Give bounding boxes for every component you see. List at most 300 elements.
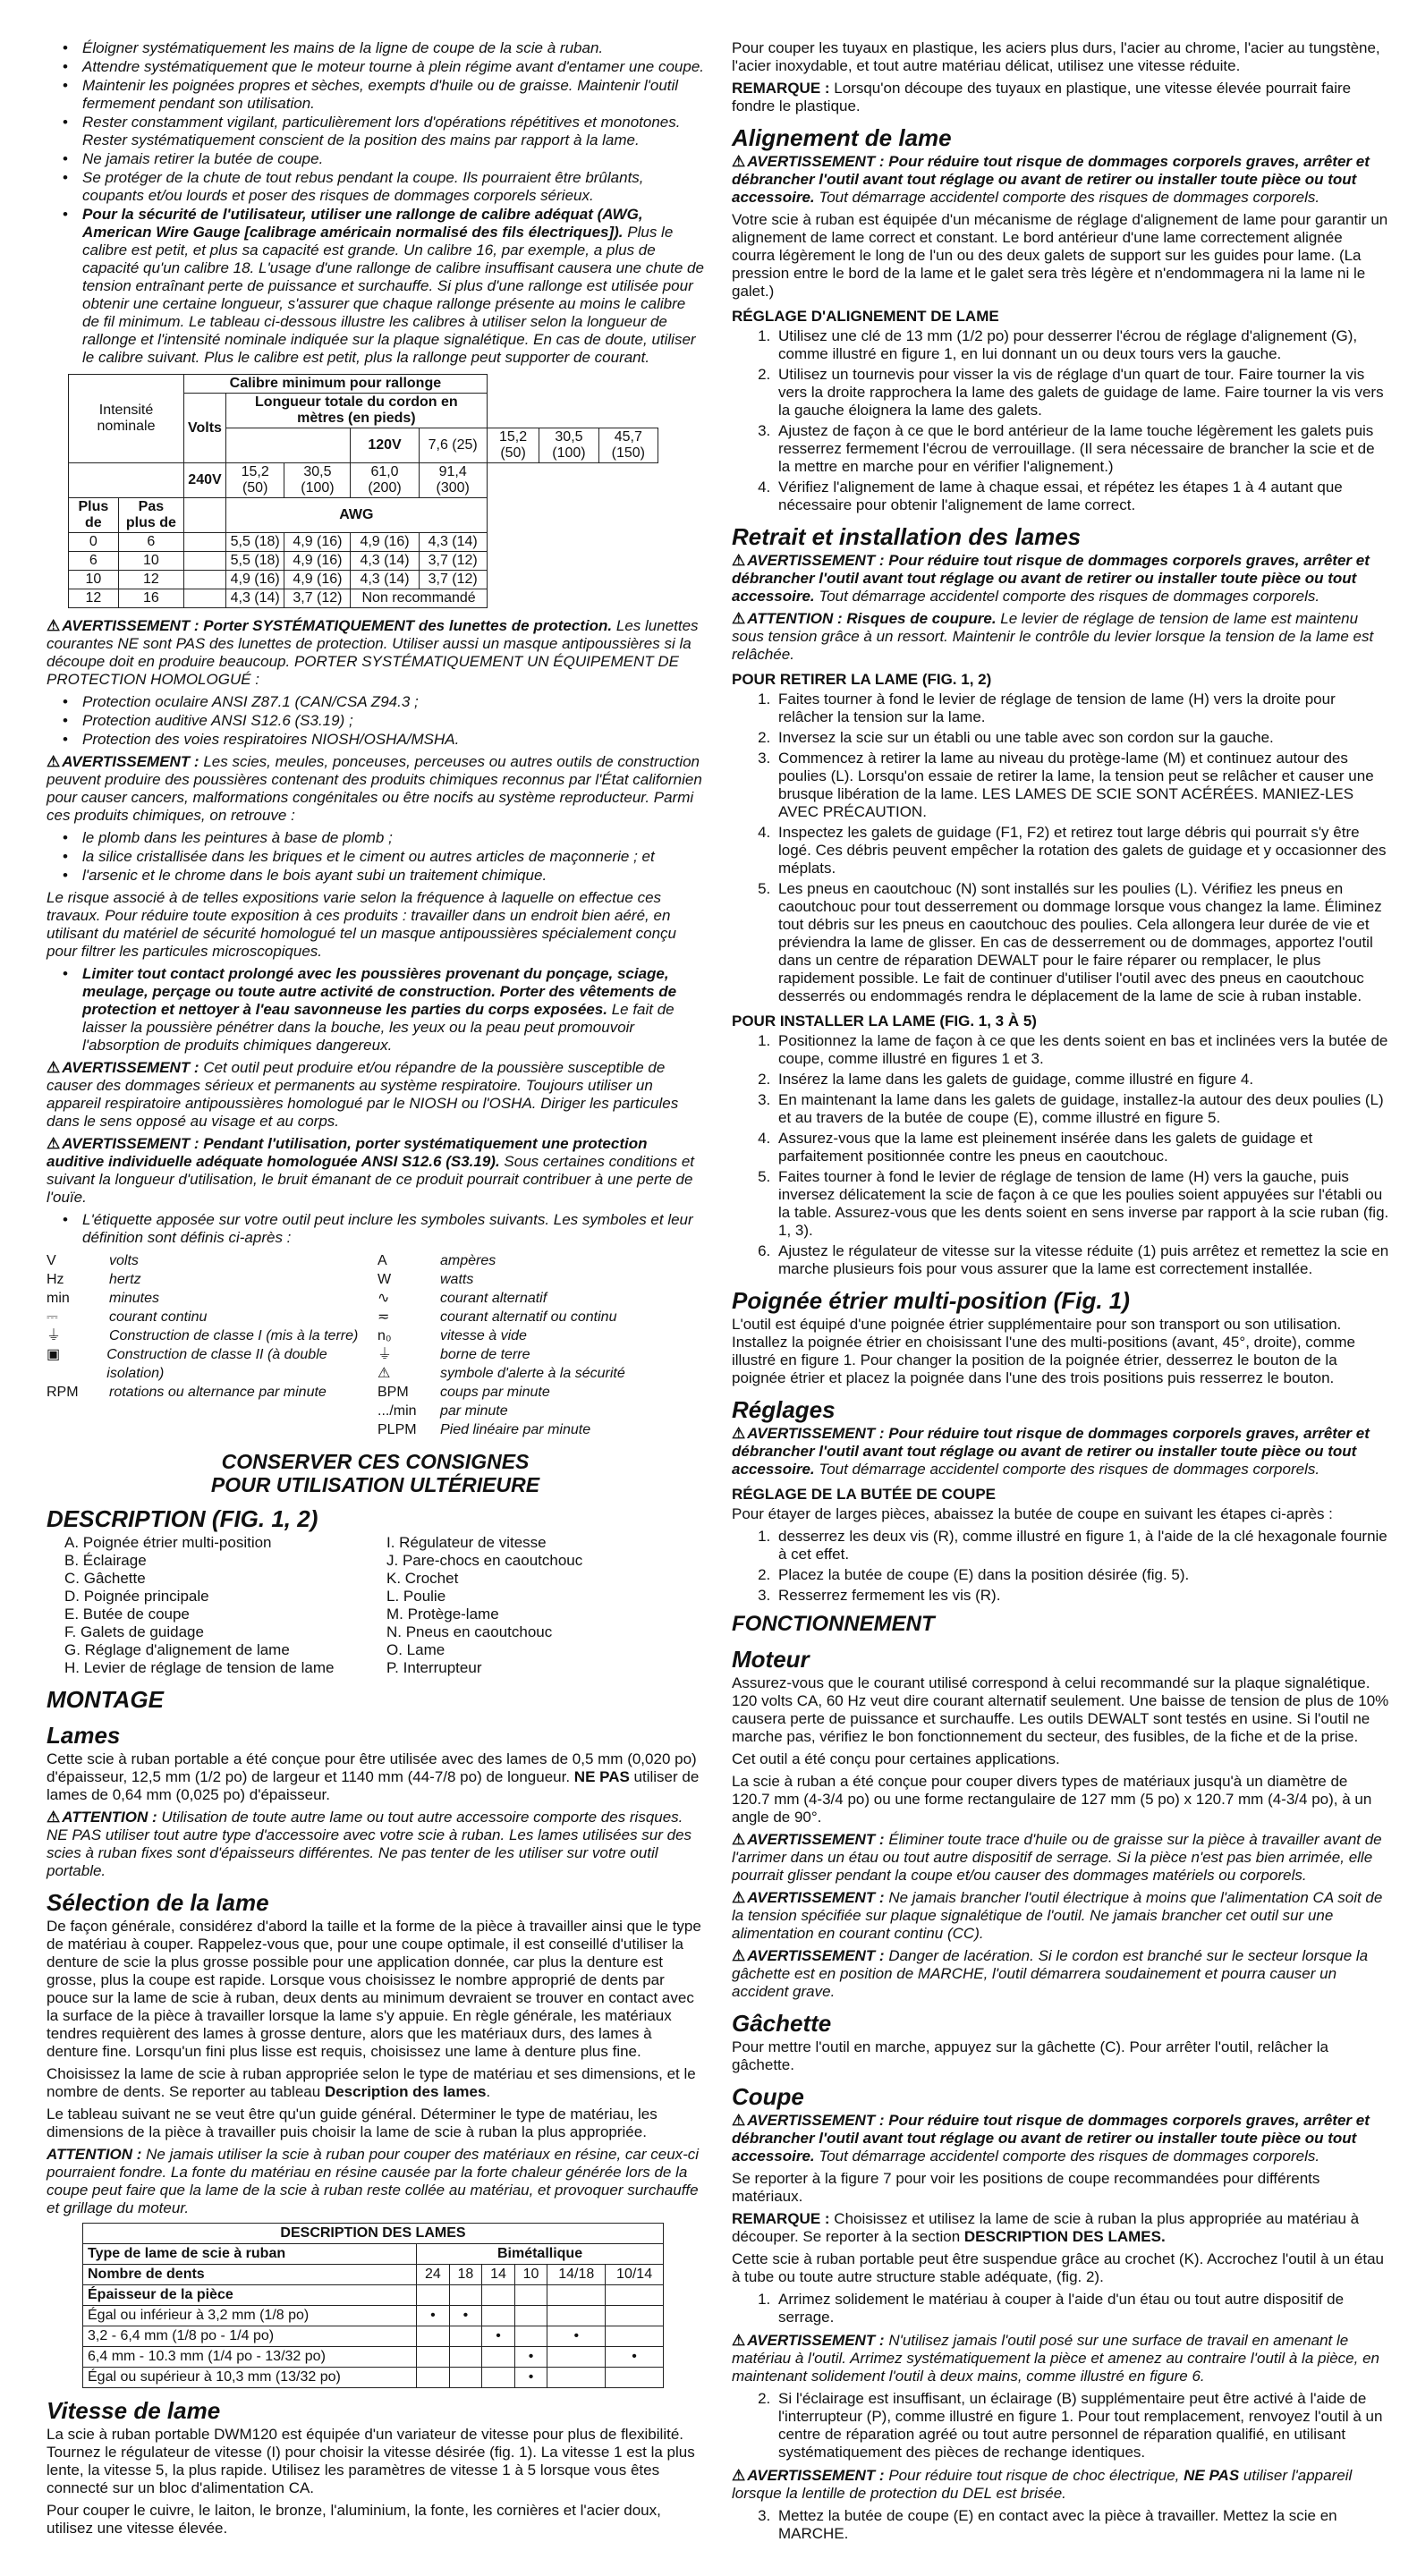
table-cell: •: [547, 2326, 606, 2347]
label-intro-list: [47, 1211, 704, 1247]
list-item: 5. Faites tourner à fond le levier de réglage de tension de lame (H) vers la gauche, puis inversez délicatement la scie de façon à ce que les poulies soient appuyées sur l'établi ou la table. Assurez-vous que les dents soient en sens inverse par rapport à la scie ruban (fig. 1, 3).: [775, 1168, 1389, 1240]
motor-text-2: Cet outil a été conçu pour certaines applications.: [732, 1750, 1060, 1767]
list-item: 3. Resserrez fermement les vis (R).: [775, 1587, 1389, 1605]
symbol-value: Construction de classe II (à double isolation): [106, 1347, 327, 1381]
table-row: [83, 2347, 664, 2368]
list-item: 1. Positionnez la lame de façon à ce que les dents soient en bas et inclinées vers la butée de coupe, comme illustré en figures 1 et 3.: [775, 1032, 1389, 1068]
motor-text: Assurez-vous que le courant utilisé correspond à celui recommandé sur la plaque signalétique. 120 volts CA, 60 Hz veut dire courant alternatif seulement. Une baisse de tension de plus de 10% causera perte de puissance et surchauffe. Les outils DEWALT sont testés en usine. Si l'outil ne marche pas, vérifiez le bon fonctionnement du secteur, des fusibles, de la fiche et de la prise.: [732, 1674, 1389, 1745]
symbol-value: rotations ou alternance par minute: [109, 1385, 327, 1400]
alternating-current-icon: ∿: [378, 1291, 390, 1306]
handle-text: L'outil est équipé d'une poignée étrier supplémentaire pour son transport ou son utilisation. Installez la poignée étrier en choisissant l'une des multi-positions (avant, 45°, droite), comme illustré en figure 1. Pour changer la position de la poignée étrier, desserrez le bouton de la poignée étrier et placez la poignée dans l'une des trois positions puis resserrez le bouton.: [732, 1316, 1355, 1386]
table-row: [69, 533, 658, 552]
symbols-right-column: [378, 1251, 700, 1439]
extension-cord-table: [68, 374, 658, 608]
motor-title: Moteur: [732, 1646, 810, 1673]
table-cell: 5,5 (18): [225, 552, 284, 571]
caution-bold: ATTENTION :: [47, 2146, 142, 2163]
table-header: Nombre de dents: [83, 2265, 417, 2285]
table-cell: [514, 2326, 547, 2347]
symbol-row: [378, 1326, 700, 1345]
blade-table-title: DESCRIPTION DES LAMES: [83, 2224, 664, 2244]
table-cell: [547, 2368, 606, 2388]
symbol-value: Pied linéaire par minute: [440, 1422, 591, 1437]
warning-adjust-4: [732, 2112, 1389, 2165]
table-cell: 7,6 (25): [419, 428, 487, 463]
table-cell: 3,7 (12): [284, 589, 351, 608]
table-cell: 45,7 (150): [598, 428, 658, 463]
warning-text: Ne jamais brancher l'outil électrique à moins que l'alimentation CA soit de la tension spécifiée sur plaque signalétique de l'outil. Ne jamais brancher cet outil sur une alimentation en courant continu (CC).: [732, 1889, 1383, 1942]
list-item: • Protection oculaire ANSI Z87.1 (CAN/CSA Z94.3 ;: [82, 693, 704, 711]
list-item: 5. Les pneus en caoutchouc (N) sont installés sur les poulies (L). Vérifiez les pneus en caoutchouc pour tout desserrement ou dommage lorsque vous changez la lame. Éliminez tout débris sur les pneus en caoutchouc des poulies. Cela allongera leur durée de vie et préviendra la lame de glisser. En cas de desserrement ou de dommages, apportez l'outil dans un centre de réparation DEWALT pour le faire réparer ou remplacer, le plus rapidement possible. Le fait de continuer d'utiliser l'outil avec des pneus en caoutchouc desserrés ou endommagés rendra le déplacement de la lame de scie à ruban instable.: [775, 880, 1389, 1005]
symbol-legend: [47, 1251, 704, 1439]
table-row: [83, 2368, 664, 2388]
length-header: Longueur totale du cordon en mètres (en pieds): [225, 394, 487, 428]
list-item: • L'étiquette apposée sur votre outil peut inclure les symboles suivants. Les symboles et leur définition sont définis ci-après :: [82, 1211, 704, 1247]
list-item: 3. Commencez à retirer la lame au niveau du protège-lame (M) et continuez autour des poulies (L). Lorsqu'on essaie de retirer la lame, la tension peut se relâcher et causer une brusque libération de la lame. LES LAMES DE SCIE SONT ACÉRÉES. MANIEZ-LES AVEC PRÉCAUTION.: [775, 750, 1389, 821]
warning-hearing: [47, 1135, 704, 1207]
list-item: 4. Vérifiez l'alignement de lame à chaque essai, et répétez les étapes 1 à 4 autant que nécessaire pour obtenir l'alignement de lame correct.: [775, 479, 1389, 514]
list-item: • Se protéger de la chute de tout rebus pendant la coupe. Ils pourraient être brûlants, coupants et/ou lourds et poser des risques de dommages corporels sérieux.: [82, 169, 704, 205]
warning-text: Tout démarrage accidentel comporte des risques de dommages corporels.: [814, 588, 1320, 605]
table-cell: •: [514, 2368, 547, 2388]
warning-dust: [47, 1059, 704, 1131]
table-cell: 3,7 (12): [419, 552, 487, 571]
warning-icon: ⚠: [47, 753, 61, 770]
warning-laceration: [732, 1947, 1389, 2001]
extension-cord-bold: Pour la sécurité de l'utilisateur, utiliser une rallonge de calibre adéquat (AWG, American Wire Gauge [calibrage américain normalisé des fils électriques]).: [82, 206, 643, 241]
table-row: [69, 498, 658, 533]
symbol-row: [378, 1364, 700, 1383]
symbol-value: borne de terre: [440, 1347, 530, 1362]
list-item: E. Butée de coupe: [64, 1606, 190, 1623]
warning-icon: ⚠: [47, 1135, 61, 1152]
protection-list: [47, 693, 704, 749]
symbol-value: minutes: [109, 1291, 160, 1306]
warning-text: Tout démarrage accidentel comporte des risques de dommages corporels.: [814, 189, 1320, 206]
intro-text: Pour couper les tuyaux en plastique, les aciers plus durs, l'acier au chrome, l'acier au tungstène, l'acier inoxydable, et tout autre matériau délicat, utilisez une vitesse réduite.: [732, 39, 1380, 74]
list-item: N. Pneus en caoutchouc: [386, 1623, 553, 1640]
table-cell: 6: [118, 533, 183, 552]
list-item: 1. Arrimez solidement le matériau à couper à l'aide d'un étau ou tout autre dispositif de serrage.: [775, 2291, 1389, 2326]
warning-icon: ⚠: [732, 1425, 746, 1442]
warning-text: Pour réduire tout risque de choc électrique,: [884, 2467, 1184, 2484]
warning-bold: AVERTISSEMENT :: [747, 1831, 885, 1848]
warning-bold: AVERTISSEMENT : Porter SYSTÉMATIQUEMENT des lunettes de protection.: [62, 617, 613, 634]
symbol-value: symbole d'alerte à la sécurité: [440, 1366, 625, 1381]
symbol-value: vitesse à vide: [440, 1328, 527, 1343]
warning-icon: ⚠: [732, 1831, 746, 1848]
table-cell: 16: [118, 589, 183, 608]
list-item: • Protection auditive ANSI S12.6 (S3.19) ;: [82, 712, 704, 730]
list-item: B. Éclairage: [64, 1552, 147, 1569]
warning-bold: AVERTISSEMENT :: [747, 2332, 885, 2349]
warning-icon: ⚠: [732, 2112, 746, 2129]
remark-ref: DESCRIPTION DES LAMES.: [963, 2228, 1166, 2245]
safety-alert-icon: ⚠: [378, 1366, 391, 1381]
list-item: 1. Faites tourner à fond le levier de réglage de tension de lame (H) vers la droite pour relâcher la tension sur la lame.: [775, 691, 1389, 726]
symbol-value: par minute: [440, 1403, 508, 1419]
symbol-row: [378, 1270, 700, 1289]
symbol-row: [378, 1289, 700, 1308]
symbol-value: courant alternatif: [440, 1291, 547, 1306]
table-row: [83, 2224, 664, 2244]
class-two-icon: ▣: [47, 1347, 61, 1362]
table-cell: 10/14: [606, 2265, 664, 2285]
trigger-text: Pour mettre l'outil en marche, appuyez sur la gâchette (C). Pour arrêter l'outil, relâcher la gâchette.: [732, 2038, 1328, 2073]
table-cell: 30,5 (100): [284, 463, 351, 498]
warning-text: utiliser l'appareil lorsque la lentille de protection du DEL est brisée.: [732, 2467, 1353, 2502]
table-cell: 0: [69, 533, 119, 552]
lames-text-part: Cette scie à ruban portable a été conçue pour être utilisée avec des lames de 0,5 mm (0,020 po) d'épaisseur, 12,5 mm (1/2 po) de largeur et 1140 mm (44-7/8 po) de longueur.: [47, 1750, 697, 1785]
awg-header: AWG: [225, 498, 487, 533]
symbol-row: [378, 1308, 700, 1326]
warning-bold: AVERTISSEMENT :: [747, 2467, 885, 2484]
list-item: • Attendre systématiquement que le moteur tourne à plein régime avant d'entamer une coupe.: [82, 58, 704, 76]
selection-text-2: [47, 2065, 704, 2101]
table-cell: 5,5 (18): [225, 533, 284, 552]
speed-text-2: Pour couper le cuivre, le laiton, le bronze, l'aluminium, la fonte, les cornières et l'acier doux, utilisez une vitesse élevée.: [47, 2502, 661, 2537]
table-cell: Non recommandé: [351, 589, 487, 608]
symbol-key: V: [47, 1253, 56, 1268]
table-cell: [417, 2368, 450, 2388]
ac-dc-icon: ≂: [378, 1309, 390, 1325]
symbol-value: hertz: [109, 1272, 141, 1287]
cut-remark: [732, 2210, 1389, 2246]
list-item: 4. Inspectez les galets de guidage (F1, F2) et retirez tout large débris qui pourrait s'y être logé. Ces débris peuvent empêcher la rotation des galets de guidage et y occasionner des méplats.: [775, 824, 1389, 877]
warning-bold: NE PAS: [1184, 2467, 1240, 2484]
table-cell: 4,9 (16): [284, 571, 351, 589]
list-item: P. Interrupteur: [386, 1659, 482, 1676]
remark-bold: REMARQUE :: [732, 80, 830, 97]
list-item: 2. Si l'éclairage est insuffisant, un éclairage (B) supplémentaire peut être activé à l'aide de l'interrupteur (P), comme illustré en figure 1. Pour tout remplacement, renvoyez l'outil à un centre de réparation agréé ou tout autre personnel de réparation qualifié, en utilisant systématiquement des pièces de rechange identiques.: [775, 2390, 1389, 2462]
symbol-row: [47, 1308, 378, 1326]
table-row: [83, 2265, 664, 2285]
warning-icon: ⚠: [732, 2467, 746, 2484]
table-cell: 14: [482, 2265, 515, 2285]
table-cell: [514, 2306, 547, 2326]
warning-text: Tout démarrage accidentel comporte des risques de dommages corporels.: [814, 1461, 1320, 1478]
symbol-row: [47, 1270, 378, 1289]
description-title: DESCRIPTION (FIG. 1, 2): [47, 1505, 318, 1532]
warning-bold: AVERTISSEMENT :: [62, 753, 199, 770]
operation-title: FONCTIONNEMENT: [732, 1612, 935, 1636]
list-item: C. Gâchette: [64, 1570, 146, 1587]
text-bold: Description des lames: [324, 2083, 487, 2100]
volts-header: Volts: [184, 394, 226, 463]
table-cell: [547, 2347, 606, 2368]
right-column: [732, 39, 1389, 2548]
table-cell: [417, 2326, 450, 2347]
list-item: 2. Utilisez un tournevis pour visser la vis de réglage d'un quart de tour. Faire tourner la vis vers la droite rapprochera la lame des galets de guidage de lame. Faire tourner la vis vers la gauche éloignera la lame des galets.: [775, 366, 1389, 419]
cut-steps: [732, 2291, 1389, 2326]
symbol-row: [378, 1251, 700, 1270]
table-cell: 61,0 (200): [351, 463, 419, 498]
warning-led: [732, 2467, 1389, 2503]
lames-bold: NE PAS: [570, 1768, 630, 1785]
caution-accessories: [47, 1809, 704, 1880]
symbol-key: .../min: [378, 1403, 417, 1419]
warning-bold: AVERTISSEMENT : Pour réduire tout risque de dommages corporels graves, arrêter et débrancher l'outil avant tout réglage ou avant de retirer ou installer toute pièce ou tout accessoire.: [732, 2112, 1370, 2165]
table-cell: 91,4 (300): [419, 463, 487, 498]
symbol-key: W: [378, 1272, 392, 1287]
symbol-key: Hz: [47, 1272, 64, 1287]
montage-title: MONTAGE: [47, 1686, 164, 1713]
cutting-title: Coupe: [732, 2083, 804, 2110]
list-item: F. Galets de guidage: [64, 1623, 204, 1640]
table-cell: 4,9 (16): [284, 533, 351, 552]
list-item: [82, 965, 704, 1055]
symbol-key: n₀: [378, 1328, 392, 1343]
text-part: Choisissez la lame de scie à ruban appropriée selon le type de matériau et ses dimensions, et le nombre de dents. Se reporter au tableau: [47, 2065, 696, 2100]
warning-icon: ⚠: [732, 1889, 746, 1906]
stop-subtitle: RÉGLAGE DE LA BUTÉE DE COUPE: [732, 1486, 997, 1503]
blade-speed-title: Vitesse de lame: [47, 2397, 221, 2424]
list-item: [82, 206, 704, 367]
cut-steps-3: [732, 2507, 1389, 2543]
volts-120: 120V: [351, 428, 419, 463]
warning-icon: ⚠: [732, 2332, 746, 2349]
list-item: • Maintenir les poignées propres et sèches, exempts d'huile ou de graisse. Maintenir l'outil fermement pendant son utilisation.: [82, 77, 704, 113]
adjustments-title: Réglages: [732, 1396, 836, 1423]
limit-list: [47, 965, 704, 1055]
table-cell: [417, 2347, 450, 2368]
symbol-row: [47, 1251, 378, 1270]
caution-bold: ATTENTION :: [62, 1809, 157, 1826]
left-column: [47, 39, 704, 2542]
symbol-row: [47, 1326, 378, 1345]
caution-text: Utilisation de toute autre lame ou tout autre accessoire comporte des risques. NE PAS utiliser tout autre type d'accessoire avec votre scie à ruban. Les lames utilisées sur des scies à ruban fixes sont d'épaisseurs différentes. Ne pas tenter de les utiliser sur votre outil portable.: [47, 1809, 692, 1879]
table-cell: •: [514, 2347, 547, 2368]
blade-selection-title: Sélection de la lame: [47, 1889, 269, 1916]
list-item: 6. Ajustez le régulateur de vitesse sur la vitesse réduite (1) puis arrêtez et remettez la scie en marche plusieurs fois pour vous assurer que la lame est correctement installée.: [775, 1242, 1389, 1278]
table-cell: 4,3 (14): [225, 589, 284, 608]
list-item: A. Poignée étrier multi-position: [64, 1534, 272, 1551]
selection-text-3: Le tableau suivant ne se veut être qu'un guide général. Déterminer le type de matériau, les dimensions de la pièce à travailler puis choisir la lame de scie à ruban la plus appropriée.: [47, 2106, 658, 2140]
warning-bold: AVERTISSEMENT : Pour réduire tout risque de dommages corporels graves, arrêter et débrancher l'outil avant tout réglage ou avant de retirer ou installer toute pièce ou tout accessoire.: [732, 1425, 1370, 1478]
warning-bold: AVERTISSEMENT : Pour réduire tout risque de dommages corporels graves, arrêter et débrancher l'outil avant tout réglage ou avant de retirer ou installer toute pièce ou tout accessoire.: [732, 153, 1370, 206]
direct-current-icon: ⎓: [47, 1309, 58, 1325]
list-item: 3. Mettez la butée de coupe (E) en contact avec la pièce à travailler. Mettez la scie en MARCHE.: [775, 2507, 1389, 2543]
warning-grease: [732, 1831, 1389, 1885]
table-row: [69, 552, 658, 571]
symbol-row: [378, 1345, 700, 1364]
stop-text: Pour étayer de larges pièces, abaissez la butée de coupe en suivant les étapes ci-après :: [732, 1505, 1333, 1522]
selection-text: De façon générale, considérez d'abord la taille et la forme de la pièce à travailler ainsi que le type de matériau à couper. Rappelez-vous que, pour une coupe optimale, il est conseillé d'utiliser la denture de scie la plus grosse possible pour une application donnée, car plus la denture est grosse, plus la coupe est rapide. Lorsque vous choisissez le nombre approprié de dents par pouce sur la lame de scie à ruban, deux dents au minimum devraient se trouver en contact avec la surface de la pièce à travailler lorsque la lame s'y appuie. En règle générale, les matériaux tendres requièrent des lames à grosse denture, alors que les matériaux durs, des lames à denture fine. Lorsqu'un fini plus lisse est requis, choisissez une lame à denture plus fine.: [47, 1918, 701, 2060]
symbol-row: [378, 1402, 700, 1420]
remark: [732, 80, 1389, 115]
warning-bold: AVERTISSEMENT :: [62, 1059, 199, 1076]
list-item: O. Lame: [386, 1641, 445, 1658]
table-cell: 10: [69, 571, 119, 589]
list-item: • Protection des voies respiratoires NIOSH/OSHA/MSHA.: [82, 731, 704, 749]
lames-text: [47, 1750, 704, 1804]
list-item: 2. Inversez la scie sur un établi ou une table avec son cordon sur la gauche.: [775, 729, 1389, 747]
symbol-value: watts: [440, 1272, 474, 1287]
list-item: 4. Assurez-vous que la lame est pleinement insérée dans les galets de guidage et parfaitement positionnée contre les pneus en caoutchouc.: [775, 1130, 1389, 1165]
symbol-row: [378, 1420, 700, 1439]
table-cell: 4,3 (14): [351, 552, 419, 571]
more-than-header: Plus de: [69, 498, 119, 533]
table-cell: [547, 2306, 606, 2326]
warning-text: Éliminer toute trace d'huile ou de graisse sur la pièce à travailler avant de l'arrimer dans un étau ou tout autre dispositif de serrage. Si la pièce n'est pas bien arrimée, elle pourrait glisser pendant la coupe et/ou causer des dommages matériels ou corporels.: [732, 1831, 1382, 1884]
table-row: [69, 463, 658, 498]
warning-text: N'utilisez jamais l'outil posé sur une surface de travail en amenant le matériau à l'outil. Arrimez systématiquement la pièce et amenez au contraire l'outil à la pièce, en maintenant solidement l'outil à deux mains, comme illustré en figure 6.: [732, 2332, 1379, 2385]
cut-steps-2: [732, 2390, 1389, 2462]
class-one-icon: ⏚: [47, 1328, 62, 1343]
table-cell: Égal ou inférieur à 3,2 mm (1/8 po): [83, 2306, 417, 2326]
volts-240: 240V: [184, 463, 226, 498]
lames-title: Lames: [47, 1722, 121, 1749]
list-item: D. Poignée principale: [64, 1588, 209, 1605]
table-cell: •: [606, 2347, 664, 2368]
table-cell: 15,2 (50): [225, 463, 284, 498]
table-cell: •: [482, 2326, 515, 2347]
caution-cut: [732, 610, 1389, 664]
list-item: • la silice cristallisée dans les briques et le ciment ou autres articles de maçonnerie ; et: [82, 848, 704, 866]
list-item: H. Levier de réglage de tension de lame: [64, 1659, 335, 1676]
cut-text-2: Cette scie à ruban portable peut être suspendue grâce au crochet (K). Accrochez l'outil à un étau à tube ou toute autre structure stable adéquate, (fig. 2).: [732, 2250, 1385, 2285]
remove-install-title: Retrait et installation des lames: [732, 523, 1082, 550]
table-header: Bimétallique: [417, 2244, 664, 2265]
warning-adjust-2: [732, 552, 1389, 606]
symbol-key: PLPM: [378, 1422, 417, 1437]
symbol-value: courant continu: [109, 1309, 208, 1325]
table-cell: [606, 2368, 664, 2388]
table-row: [83, 2244, 664, 2265]
symbol-row: [47, 1289, 378, 1308]
cut-text: Se reporter à la figure 7 pour voir les positions de coupe recommandées pour différents matériaux.: [732, 2170, 1320, 2205]
warning-bold: AVERTISSEMENT :: [747, 1947, 885, 1964]
symbol-row: [47, 1345, 378, 1383]
not-more-than-header: Pas plus de: [118, 498, 183, 533]
list-item: 1. Utilisez une clé de 13 mm (1/2 po) pour desserrer l'écrou de réglage d'alignement (G), comme illustré en figure 1, en lui donnant un ou deux tours vers la gauche.: [775, 327, 1389, 363]
remark-text: Lorsqu'on découpe des tuyaux en plastique, une vitesse élevée pourrait faire fondre le plastique.: [732, 80, 1352, 114]
handle-title: Poignée étrier multi-position (Fig. 1): [732, 1287, 1130, 1314]
warning-text: Tout démarrage accidentel comporte des risques de dommages corporels.: [814, 2148, 1320, 2165]
list-item: 2. Placez la butée de coupe (E) dans la position désirée (fig. 5).: [775, 1566, 1389, 1584]
table-cell: [449, 2368, 482, 2388]
symbol-value: Construction de classe I (mis à la terre): [109, 1328, 359, 1343]
symbols-left-column: [47, 1251, 378, 1439]
table-cell: 6: [69, 552, 119, 571]
table-cell: 30,5 (100): [539, 428, 598, 463]
table-row: [83, 2326, 664, 2347]
table-cell: Égal ou supérieur à 10,3 mm (13/32 po): [83, 2368, 417, 2388]
table-cell: •: [417, 2306, 450, 2326]
parts-right: [369, 1534, 691, 1677]
warning-text: Sous certaines conditions et suivant la longueur d'utilisation, le bruit émanant de ce produit pourrait contribuer à une perte de l'ouïe.: [47, 1153, 695, 1206]
warning-text: Les scies, meules, ponceuses, perceuses ou autres outils de construction peuvent produire des poussières contenant des produits chimiques reconnus par l'État californien pour causer cancers, malformations congénitales ou être nocifs au système reproducteur. Parmi ces produits chimiques, on retrouve :: [47, 753, 702, 824]
table-cell: 4,9 (16): [225, 571, 284, 589]
table-header: Épaisseur de la pièce: [83, 2285, 417, 2306]
list-item: K. Crochet: [386, 1570, 459, 1587]
list-item: • le plomb dans les peintures à base de plomb ;: [82, 829, 704, 847]
table-cell: 10: [118, 552, 183, 571]
list-item: 2. Insérez la lame dans les galets de guidage, comme illustré en figure 4.: [775, 1071, 1389, 1089]
list-item: • Ne jamais retirer la butée de coupe.: [82, 150, 704, 168]
list-item: • l'arsenic et le chrome dans le bois ayant subi un traitement chimique.: [82, 867, 704, 885]
caution-text: Ne jamais utiliser la scie à ruban pour couper des matériaux en résine, car ceux-ci pourraient fondre. La fonte du matériau en résine causée par la forte chaleur générée lors de la coupe peut faire que la lame de la scie à ruban reste collée au matériau, et provoquer surchauffe et grillage du moteur.: [47, 2146, 700, 2216]
list-item: 3. En maintenant la lame dans les galets de guidage, installez-la autour des deux poulies (L) et au travers de la butée de coupe (E), comme illustré en figure 5.: [775, 1091, 1389, 1127]
symbol-key: BPM: [378, 1385, 409, 1400]
motor-text-3: La scie à ruban a été conçue pour couper divers types de matériaux jusqu'à un diamètre de 120.7 mm (4-3/4 po) ou une forme rectangulaire de 127 mm (5 po) x 120.7 mm (4-3/4 po), à un angle de 90°.: [732, 1773, 1372, 1826]
symbol-key: min: [47, 1291, 70, 1306]
table-cell: 4,9 (16): [351, 533, 419, 552]
symbol-key: A: [378, 1253, 387, 1268]
list-item: I. Régulateur de vitesse: [386, 1534, 547, 1551]
table-cell: 18: [449, 2265, 482, 2285]
speed-text: La scie à ruban portable DWM120 est équipée d'un variateur de vitesse pour plus de flexibilité. Tournez le régulateur de vitesse (I) pour choisir la vitesse désirée (fig. 1). La vitesse 1 est la plus lente, la vitesse 5, la plus rapide. Utilisez les paramètres de vitesse 1 à 5 lorsque vous êtes connecté sur un bloc d'alimentation CA.: [47, 2426, 695, 2496]
warning-text: Cet outil peut produire et/ou répandre de la poussière susceptible de causer des dommages sérieux et permanents au système respiratoire. Toujours utiliser un appareil respiratoire antipoussières homologué par le NIOSH ou l'OSHA. Diriger les particules dans le sens opposé au visage et au corps.: [47, 1059, 679, 1130]
install-steps: [732, 1032, 1389, 1278]
warning-bold: AVERTISSEMENT : Pour réduire tout risque de dommages corporels graves, arrêter et débrancher l'outil avant tout réglage ou avant de retirer ou installer toute pièce ou tout accessoire.: [732, 552, 1370, 605]
symbol-key: RPM: [47, 1385, 79, 1400]
install-subtitle: POUR INSTALLER LA LAME (FIG. 1, 3 À 5): [732, 1013, 1037, 1030]
list-item: 3. Ajustez de façon à ce que le bord antérieur de la lame touche légèrement les galets puis resserrez fermement l'écrou de verrouillage. (Il sera nécessaire de brancher la scie et de la mettre en marche pour en vérifier l'alignement.): [775, 422, 1389, 476]
warning-icon: ⚠: [732, 610, 746, 627]
table-cell: 14/18: [547, 2265, 606, 2285]
list-item: • Éloigner systématiquement les mains de la ligne de coupe de la scie à ruban.: [82, 39, 704, 57]
table-cell: 12: [69, 589, 119, 608]
symbol-row: [378, 1383, 700, 1402]
remove-steps: [732, 691, 1389, 1005]
table-cell: 4,3 (14): [351, 571, 419, 589]
remark-text: Choisissez et utilisez la lame de scie à ruban la plus appropriée au matériau à découper. Se reporter à la section: [732, 2210, 1360, 2245]
warning-icon: ⚠: [732, 552, 746, 569]
table-cell: 4,9 (16): [284, 552, 351, 571]
table-cell: 4,3 (14): [419, 533, 487, 552]
warning-bold: AVERTISSEMENT : Pendant l'utilisation, porter systématiquement une protection auditive individuelle adéquate homologuée ANSI S12.6 (S3.19).: [47, 1135, 648, 1170]
symbol-row: [47, 1383, 378, 1402]
table-cell: 24: [417, 2265, 450, 2285]
alignment-text: Votre scie à ruban est équipée d'un mécanisme de réglage d'alignement de lame pour garantir un alignement de lame correct et constant. Le bord antérieur d'une lame correctement alignée courra légèrement le long de l'un ou des deux galets de support sur les guides pour lame. (La pression entre le bord de la lame et le galet sera très légère et n'endommagera ni la lame ni le galet.): [732, 211, 1388, 300]
list-item: L. Poulie: [386, 1588, 446, 1605]
table-row: [69, 589, 658, 608]
list-item: M. Protège-lame: [386, 1606, 499, 1623]
keep-title-line: CONSERVER CES CONSIGNES: [221, 1450, 530, 1473]
table-cell: •: [449, 2306, 482, 2326]
warning-icon: ⚠: [47, 1059, 61, 1076]
caution-text: Le levier de réglage de tension de lame est maintenu sous tension grâce à un ressort. Maintenir le contrôle du levier lorsque la tension de la lame est relâchée.: [732, 610, 1374, 663]
table-cell: [482, 2368, 515, 2388]
remove-subtitle: POUR RETIRER LA LAME (FIG. 1, 2): [732, 671, 992, 688]
table-cell: [606, 2326, 664, 2347]
lames-text-part: utiliser de lames de 0,64 mm (0,025 po) d'épaisseur.: [47, 1768, 700, 1803]
table-cell: 3,7 (12): [419, 571, 487, 589]
table-row: [69, 571, 658, 589]
cord-table-title: Calibre minimum pour rallonge: [184, 375, 488, 394]
symbol-value: ampères: [440, 1253, 496, 1268]
remark-bold: REMARQUE :: [732, 2210, 830, 2227]
text-part: .: [486, 2083, 491, 2100]
table-cell: 6,4 mm - 10.3 mm (1/4 po - 13/32 po): [83, 2347, 417, 2368]
warning-icon: ⚠: [732, 153, 746, 170]
parts-list: [47, 1534, 704, 1677]
table-cell: [449, 2347, 482, 2368]
risk-text: Le risque associé à de telles expositions varie selon la fréquence à laquelle on effectue ces travaux. Pour réduire toute exposition à ces produits : travailler dans un endroit bien aéré, en utilisant du matériel de sécurité homologué tel un masque antipoussières spécialement conçu pour filtrer les particules microscopiques.: [47, 889, 677, 960]
limit-text: Le fait de laisser la poussière pénétrer dans la bouche, les yeux ou la peau peut promouvoir l'absorption de produits chimiques dangereux.: [82, 1001, 675, 1054]
list-item: 1. desserrez les deux vis (R), comme illustré en figure 1, à l'aide de la clé hexagonale fournie à cet effet.: [775, 1528, 1389, 1563]
table-cell: 3,2 - 6,4 mm (1/8 po - 1/4 po): [83, 2326, 417, 2347]
table-cell: [482, 2347, 515, 2368]
warning-text: Danger de lacération. Si le cordon est branché sur le secteur lorsque la gâchette est en position de MARCHE, l'outil démarrera soudainement et pourra causer un accident grave.: [732, 1947, 1369, 2000]
table-cell: 10: [514, 2265, 547, 2285]
symbol-value: coups par minute: [440, 1385, 550, 1400]
keep-title-line: POUR UTILISATION ULTÉRIEURE: [210, 1473, 540, 1496]
stop-steps: [732, 1528, 1389, 1605]
warning-adjust-3: [732, 1425, 1389, 1479]
caution-bold: ATTENTION : Risques de coupure.: [747, 610, 997, 627]
